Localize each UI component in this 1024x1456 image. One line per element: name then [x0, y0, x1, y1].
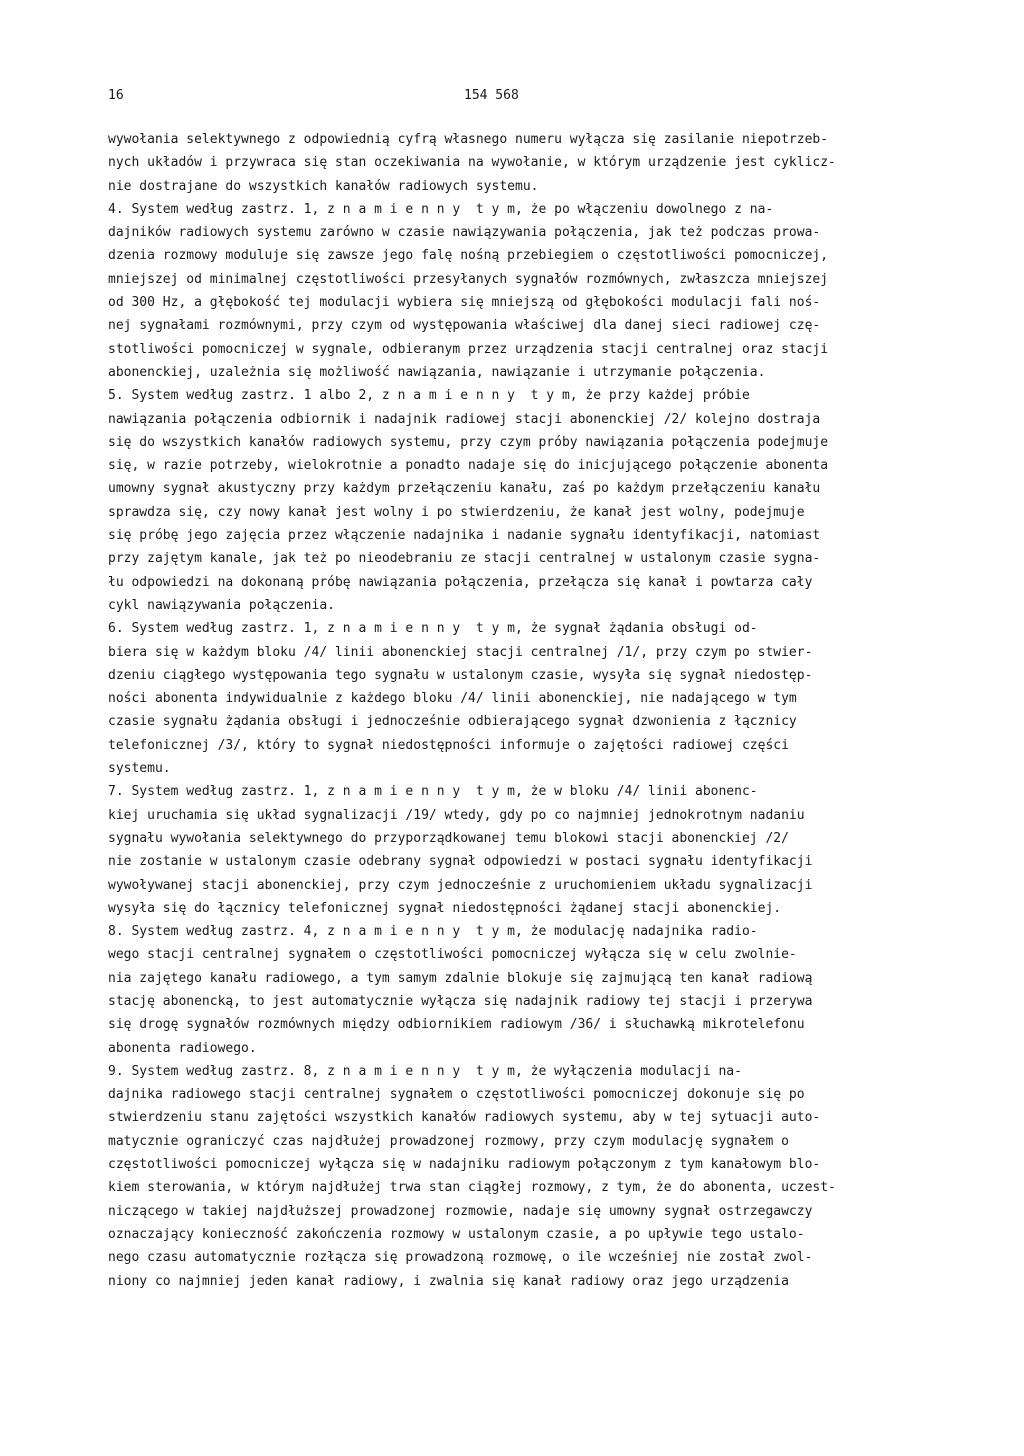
text-line: cykl nawiązywania połączenia. — [108, 597, 335, 613]
text-line: 7. System według zastrz. 1, z n a m i e n n y t y m, że w bloku /4/ linii abonenc- — [108, 784, 758, 800]
text-line: się do wszystkich kanałów radiowych systemu, przy czym próby nawiązania połączenia podejmuje — [108, 434, 829, 450]
text-line: się, w razie potrzeby, wielokrotnie a ponadto nadaje się do inicjującego połączenie abonenta — [108, 458, 829, 474]
text-line: systemu. — [108, 761, 171, 777]
text-line: częstotliwości pomocniczej wyłącza się w nadajniku radiowym połączonym z tym kanałowym blo- — [108, 1157, 821, 1173]
text-line: dajników radiowych systemu zarówno w czasie nawiązywania połączenia, jak też podczas prowa- — [108, 225, 821, 241]
text-line: 8. System według zastrz. 4, z n a m i e n n y t y m, że modulację nadajnika radio- — [108, 924, 758, 940]
text-line: abonenta radiowego. — [108, 1040, 257, 1056]
text-line: dajnika radiowego stacji centralnej sygnałem o częstotliwości pomocniczej dokonuje się po — [108, 1087, 805, 1103]
page-number: 16 — [108, 88, 124, 103]
text-line: dzeniu ciągłego występowania tego sygnału w ustalonym czasie, wysyła się sygnał niedostęp- — [108, 667, 813, 683]
text-line: stotliwości pomocniczej w sygnale, odbieranym przez urządzenia stacji centralnej oraz stacji — [108, 341, 829, 357]
text-line: sygnału wywołania selektywnego do przyporządkowanej temu blokowi stacji abonenckiej /2/ — [108, 830, 789, 846]
text-line: umowny sygnał akustyczny przy każdym przełączeniu kanału, zaś po każdym przełączeniu kanału — [108, 481, 821, 497]
text-line: stację abonencką, to jest automatycznie wyłącza się nadajnik radiowy tej stacji i przerywa — [108, 993, 813, 1009]
text-line: 9. System według zastrz. 8, z n a m i e n n y t y m, że wyłączenia modulacji na- — [108, 1063, 742, 1079]
text-line: nie dostrajane do wszystkich kanałów radiowych systemu. — [108, 178, 539, 194]
text-line: się drogę sygnałów rozmównych między odbiornikiem radiowym /36/ i słuchawką mikrotelefonu — [108, 1017, 805, 1033]
text-line: wywoływanej stacji abonenckiej, przy czym jednocześnie z uruchomieniem układu sygnalizacji — [108, 877, 813, 893]
text-line: nia zajętego kanału radiowego, a tym samym zdalnie blokuje się zajmującą ten kanał radiową — [108, 970, 813, 986]
text-line: telefonicznej /3/, który to sygnał niedostępności informuje o zajętości radiowej części — [108, 737, 789, 753]
text-line: sprawdza się, czy nowy kanał jest wolny i po stwierdzeniu, że kanał jest wolny, podejmuje — [108, 504, 805, 520]
text-line: nawiązania połączenia odbiornik i nadajnik radiowej stacji abonenckiej /2/ kolejno dostraja — [108, 411, 821, 427]
text-line: 5. System według zastrz. 1 albo 2, z n a m i e n n y t y m, że przy każdej próbie — [108, 388, 750, 404]
text-line: nie zostanie w ustalonym czasie odebrany sygnał odpowiedzi w postaci sygnału identyfikacji — [108, 854, 813, 870]
page-header — [108, 88, 828, 112]
text-line: wywołania selektywnego z odpowiednią cyfrą własnego numeru wyłącza się zasilanie niepotrzeb- — [108, 132, 829, 147]
text-line: ności abonenta indywidualnie z każdego bloku /4/ linii abonenckiej, nie nadającego w tym — [108, 691, 797, 707]
text-line: łu odpowiedzi na dokonaną próbę nawiązania połączenia, przełącza się kanał i powtarza cały — [108, 574, 813, 590]
text-line: kiej uruchamia się układ sygnalizacji /19/ wtedy, gdy po co najmniej jednokrotnym nadaniu — [108, 807, 805, 823]
text-line: kiem sterowania, w którym najdłużej trwa stan ciągłej rozmowy, z tym, że do abonenta, uczest- — [108, 1180, 836, 1196]
text-line: wego stacji centralnej sygnałem o częstotliwości pomocniczej wyłącza się w celu zwolnie- — [108, 947, 797, 963]
claims-text — [108, 128, 920, 1293]
text-line: 4. System według zastrz. 1, z n a m i e n n y t y m, że po włączeniu dowolnego z na- — [108, 201, 774, 217]
text-line: abonenckiej, uzależnia się możliwość nawiązania, nawiązanie i utrzymanie połączenia. — [108, 364, 766, 380]
patent-number: 154 568 — [464, 88, 519, 103]
text-line: stwierdzeniu stanu zajętości wszystkich kanałów radiowych systemu, aby w tej sytuacji auto- — [108, 1110, 821, 1126]
text-line: niczącego w takiej najdłuższej prowadzonej rozmowie, nadaje się umowny sygnał ostrzegawczy — [108, 1203, 813, 1219]
text-line: nych układów i przywraca się stan oczekiwania na wywołanie, w którym urządzenie jest cyklicz- — [108, 155, 836, 171]
text-line: czasie sygnału żądania obsługi i jednocześnie odbierającego sygnał dzwonienia z łącznicy — [108, 714, 797, 730]
text-line: dzenia rozmowy moduluje się zawsze jego falę nośną przebiegiem o częstotliwości pomocniczej, — [108, 248, 829, 264]
text-line: wysyła się do łącznicy telefonicznej sygnał niedostępności żądanej stacji abonenckiej. — [108, 900, 782, 916]
text-line: matycznie ograniczyć czas najdłużej prowadzonej rozmowy, przy czym modulację sygnałem o — [108, 1133, 789, 1149]
text-line: niony co najmniej jeden kanał radiowy, i zwalnia się kanał radiowy oraz jego urządzenia — [108, 1273, 789, 1289]
text-line: mniejszej od minimalnej częstotliwości przesyłanych sygnałów rozmównych, zwłaszcza mniejszej — [108, 271, 829, 287]
text-line: przy zajętym kanale, jak też po nieodebraniu ze stacji centralnej w ustalonym czasie sygna- — [108, 551, 821, 567]
text-line: 6. System według zastrz. 1, z n a m i e n n y t y m, że sygnał żądania obsługi od- — [108, 621, 758, 637]
text-line: się próbę jego zajęcia przez włączenie nadajnika i nadanie sygnału identyfikacji, natomiast — [108, 528, 821, 544]
text-line: od 300 Hz, a głębokość tej modulacji wybiera się mniejszą od głębokości modulacji fali noś- — [108, 295, 821, 311]
text-line: nej sygnałami rozmównymi, przy czym od występowania właściwej dla danej sieci radiowej czę- — [108, 318, 821, 334]
text-line: oznaczający konieczność zakończenia rozmowy w ustalonym czasie, a po upływie tego ustalo- — [108, 1226, 805, 1242]
text-line: nego czasu automatycznie rozłącza się prowadzoną rozmowę, o ile wcześniej nie został zwol- — [108, 1250, 813, 1266]
text-line: biera się w każdym bloku /4/ linii abonenckiej stacji centralnej /1/, przy czym po stwier- — [108, 644, 813, 660]
